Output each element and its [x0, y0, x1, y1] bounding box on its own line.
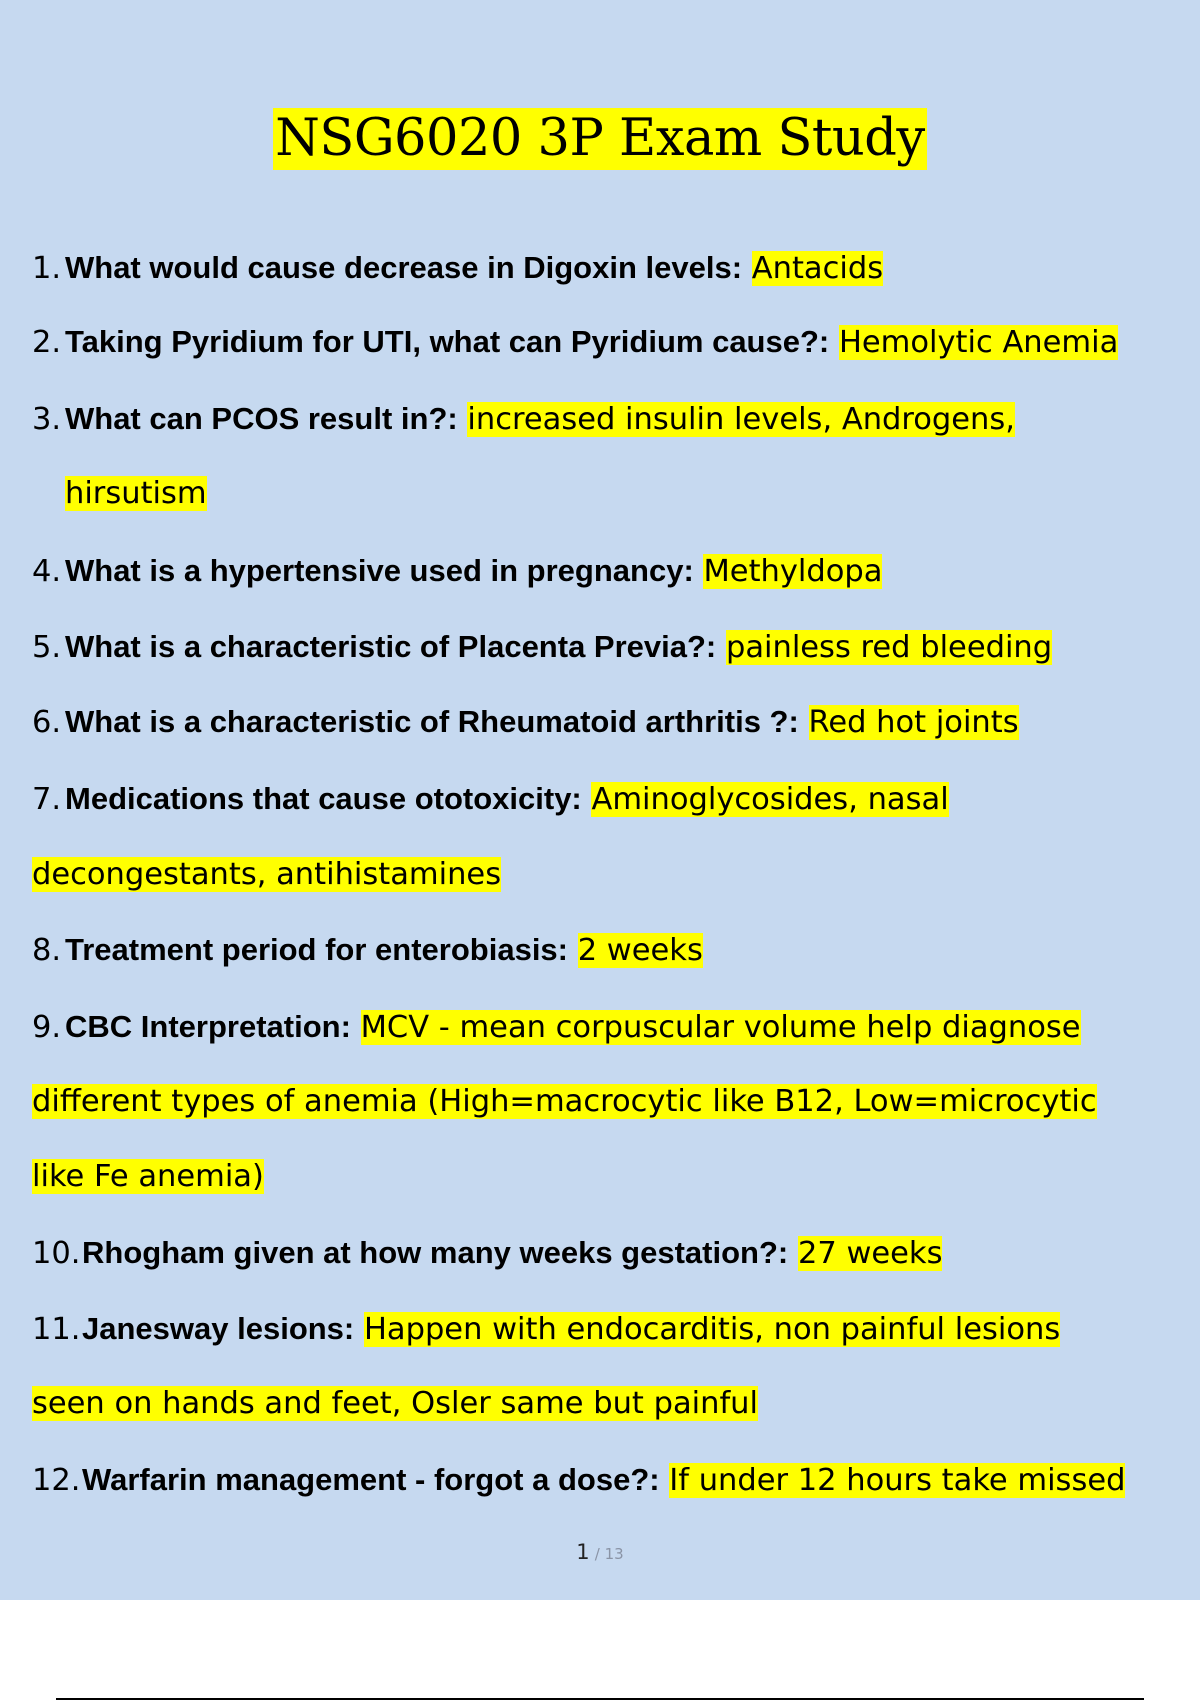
answer-text-cont: different types of anemia (High=macrocytic like B12, Low=microcytic	[32, 1084, 1097, 1119]
item-number: 2.	[32, 325, 62, 360]
item-number: 6.	[32, 705, 62, 740]
answer-continuation	[32, 1385, 758, 1423]
total-pages: / 13	[594, 1545, 624, 1563]
answer-continuation	[32, 1158, 264, 1196]
answer-text: 2 weeks	[577, 933, 703, 968]
list-item	[32, 552, 1182, 591]
document-title: NSG6020 3P Exam Study	[275, 109, 925, 168]
answer-text: increased insulin levels, Androgens,	[467, 402, 1015, 437]
item-number: 1.	[32, 251, 62, 286]
list-item	[32, 249, 1182, 288]
list-item	[32, 1310, 1182, 1349]
question-text: Medications that cause ototoxicity:	[65, 781, 582, 816]
answer-text-cont: decongestants, antihistamines	[32, 857, 502, 892]
question-text: What is a hypertensive used in pregnancy:	[65, 553, 694, 588]
question-text: Taking Pyridium for UTI, what can Pyridium cause?:	[65, 324, 830, 359]
item-number: 9.	[32, 1010, 62, 1045]
item-number: 10.	[32, 1236, 81, 1271]
list-item	[32, 703, 1182, 742]
title-wrap	[0, 108, 1200, 170]
item-number: 5.	[32, 630, 62, 665]
list-item	[32, 323, 1182, 362]
answer-text: 27 weeks	[797, 1236, 943, 1271]
answer-text: Methyldopa	[703, 554, 883, 589]
list-item	[32, 780, 1182, 819]
item-number: 11.	[32, 1312, 81, 1347]
answer-text: Aminoglycosides, nasal	[591, 782, 949, 817]
answer-text-cont: hirsutism	[65, 476, 207, 511]
question-text: What would cause decrease in Digoxin levels:	[65, 250, 743, 285]
question-text: Warfarin management - forgot a dose?:	[82, 1462, 660, 1497]
answer-text: Antacids	[751, 251, 884, 286]
answer-text: Happen with endocarditis, non painful lesions	[363, 1312, 1061, 1347]
item-number: 3.	[32, 402, 62, 437]
answer-text-cont: seen on hands and feet, Osler same but painful	[32, 1386, 758, 1421]
item-number: 12.	[32, 1463, 81, 1498]
item-number: 7.	[32, 782, 62, 817]
answer-text: Red hot joints	[808, 705, 1019, 740]
list-item	[32, 400, 1182, 439]
question-text: What is a characteristic of Placenta Previa?:	[65, 629, 717, 664]
list-item	[32, 931, 1182, 970]
answer-text: painless red bleeding	[725, 630, 1053, 665]
answer-continuation	[32, 856, 501, 894]
question-text: What is a characteristic of Rheumatoid arthritis ?:	[65, 704, 799, 739]
item-number: 4.	[32, 554, 62, 589]
list-item	[32, 1234, 1182, 1273]
answer-continuation	[65, 475, 207, 513]
question-text: Rhogham given at how many weeks gestation?:	[82, 1235, 789, 1270]
question-text: What can PCOS result in?:	[65, 401, 458, 436]
question-text: Janesway lesions:	[82, 1311, 355, 1346]
answer-text: MCV - mean corpuscular volume help diagnose	[360, 1010, 1081, 1045]
answer-text: If under 12 hours take missed	[669, 1463, 1126, 1498]
list-item	[32, 1461, 1182, 1500]
question-text: Treatment period for enterobiasis:	[65, 932, 568, 967]
list-item	[32, 1008, 1182, 1047]
answer-continuation	[32, 1083, 1097, 1121]
item-number: 8.	[32, 933, 62, 968]
page-indicator	[0, 1540, 1200, 1564]
answer-text: Hemolytic Anemia	[838, 325, 1119, 360]
list-item	[32, 628, 1182, 667]
current-page: 1	[576, 1540, 590, 1564]
answer-text-cont: like Fe anemia)	[32, 1159, 264, 1194]
question-text: CBC Interpretation:	[65, 1009, 351, 1044]
